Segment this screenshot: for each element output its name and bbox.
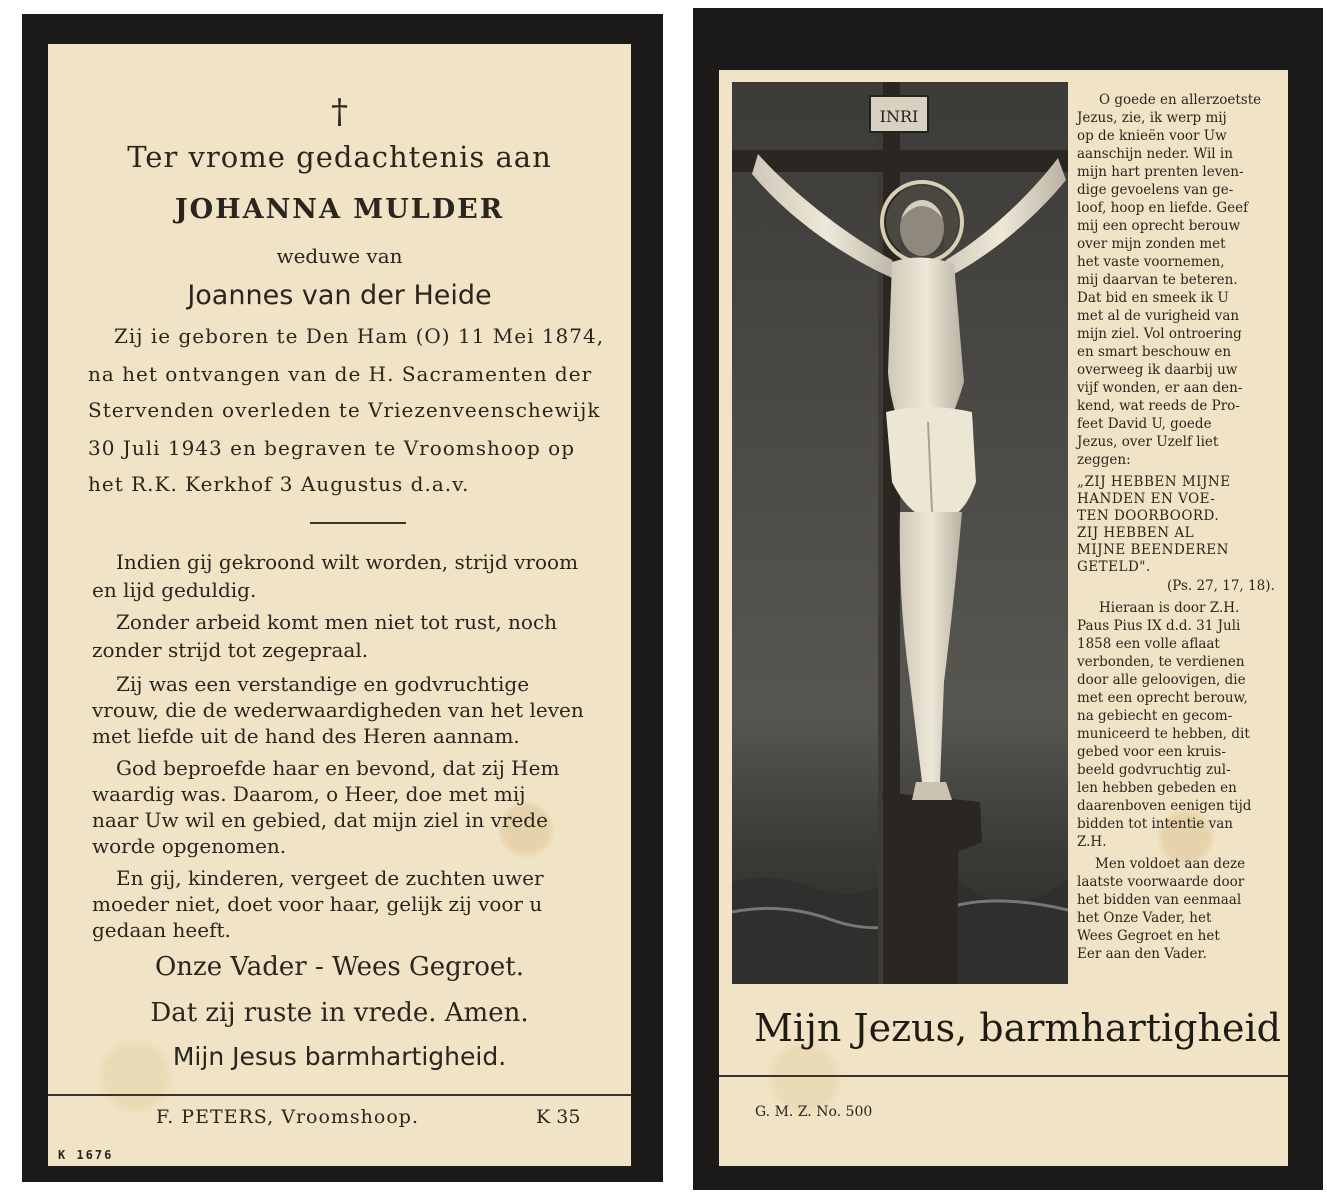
- scripture-quote-line: HANDEN EN VOE-: [1077, 491, 1216, 507]
- prayer-line: en smart beschouw en: [1077, 344, 1232, 360]
- condition-line: Eer aan den Vader.: [1077, 946, 1207, 962]
- catalog-number: K 1676: [58, 1148, 114, 1162]
- verse-line: waardig was. Daarom, o Heer, doe met mij: [92, 782, 526, 806]
- prayer-line: met al de vurigheid van: [1077, 308, 1240, 324]
- widow-of-label: weduwe van: [276, 244, 403, 268]
- indulgence-line: municeerd te hebben, dit: [1077, 726, 1250, 742]
- verse-line: en lijd geduldig.: [92, 578, 257, 602]
- scripture-quote-line: ZIJ HEBBEN AL: [1077, 525, 1195, 541]
- indulgence-line: 1858 een volle aflaat: [1077, 636, 1220, 652]
- verse-line: zonder strijd tot zegepraal.: [92, 638, 369, 662]
- indulgence-line: bidden tot intentie van: [1077, 816, 1234, 832]
- bio-line: na het ontvangen van de H. Sacramenten der: [88, 362, 593, 386]
- footer-divider: [48, 1094, 631, 1096]
- card-paper: [719, 70, 1288, 1166]
- indulgence-line: beeld godvruchtig zul-: [1077, 762, 1231, 778]
- prayer-line: aanschijn neder. Wil in: [1077, 146, 1233, 162]
- card-title: Mijn Jezus, barmhartigheid: [754, 1006, 1281, 1050]
- prayer-line: Jezus, over Uzelf liet: [1077, 434, 1219, 450]
- prayer-line: op de knieën voor Uw: [1077, 128, 1227, 144]
- prayer-line: mijn ziel. Vol ontroering: [1077, 326, 1242, 342]
- indulgence-line: door alle geloovigen, die: [1077, 672, 1246, 688]
- condition-line: laatste voorwaarde door: [1077, 874, 1245, 890]
- scripture-reference: (Ps. 27, 17, 18).: [1167, 578, 1275, 594]
- heading: Ter vrome gedachtenis aan: [127, 140, 552, 174]
- printer-name: F. PETERS, Vroomshoop.: [156, 1106, 419, 1128]
- divider: [310, 522, 406, 524]
- verse-line: worde opgenomen.: [92, 834, 287, 858]
- inri-text: INRI: [879, 107, 919, 126]
- closing-line: Dat zij ruste in vrede. Amen.: [150, 998, 529, 1028]
- condition-line: Men voldoet aan deze: [1095, 856, 1246, 872]
- cross-icon: †: [331, 92, 348, 132]
- printer-code: K 35: [536, 1106, 581, 1128]
- prayer-line: Dat bid en smeek ik U: [1077, 290, 1229, 306]
- indulgence-line: met een oprecht berouw,: [1077, 690, 1248, 706]
- indulgence-line: Paus Pius IX d.d. 31 Juli: [1077, 618, 1241, 634]
- condition-line: het bidden van eenmaal: [1077, 892, 1242, 908]
- verse-line: Zij was een verstandige en godvruchtige: [116, 672, 530, 696]
- scripture-quote-line: TEN DOORBOORD.: [1077, 508, 1220, 524]
- prayer-line: feet David U, goede: [1077, 416, 1212, 432]
- prayer-line: loof, hoop en liefde. Geef: [1077, 200, 1249, 216]
- scripture-quote-line: „ZIJ HEBBEN MIJNE: [1077, 474, 1231, 490]
- prayer-line: Jezus, zie, ik werp mij: [1077, 110, 1227, 126]
- memorial-card-back: [693, 8, 1323, 1190]
- prayer-line: dige gevoelens van ge-: [1077, 182, 1234, 198]
- prayer-line: O goede en allerzoetste: [1099, 92, 1262, 108]
- indulgence-line: len hebben gebeden en: [1077, 780, 1237, 796]
- verse-line: vrouw, die de wederwaardigheden van het leven: [92, 698, 584, 722]
- publisher-code: G. M. Z. No. 500: [755, 1104, 873, 1120]
- prayer-line: mijn hart prenten leven-: [1077, 164, 1244, 180]
- bio-line: het R.K. Kerkhof 3 Augustus d.a.v.: [88, 472, 470, 496]
- indulgence-line: Z.H.: [1077, 834, 1107, 850]
- memorial-card-front: [22, 14, 663, 1182]
- verse-line: God beproefde haar en bevond, dat zij Hem: [116, 756, 560, 780]
- verse-line: naar Uw wil en gebied, dat mijn ziel in vrede: [92, 808, 548, 832]
- husband-name: Joannes van der Heide: [187, 280, 492, 311]
- indulgence-line: daarenboven eenigen tijd: [1077, 798, 1252, 814]
- prayer-line: overweeg ik daarbij uw: [1077, 362, 1238, 378]
- crucifix-image: [732, 82, 1068, 984]
- card-paper: [48, 44, 631, 1166]
- indulgence-line: verbonden, te verdienen: [1077, 654, 1245, 670]
- prayer-line: het vaste voornemen,: [1077, 254, 1225, 270]
- prayer-line: zeggen:: [1077, 452, 1131, 468]
- verse-line: moeder niet, doet voor haar, gelijk zij voor u: [92, 892, 543, 916]
- verse-line: Zonder arbeid komt men niet tot rust, noch: [116, 610, 558, 634]
- indulgence-line: Hieraan is door Z.H.: [1099, 600, 1240, 616]
- footer-divider: [719, 1075, 1288, 1077]
- bio-line: 30 Juli 1943 en begraven te Vroomshoop op: [88, 436, 575, 460]
- prayer-line: kend, wat reeds de Pro-: [1077, 398, 1240, 414]
- scripture-quote-line: MIJNE BEENDEREN: [1077, 542, 1229, 558]
- bio-line: Stervenden overleden te Vriezenveenschewijk: [88, 398, 601, 422]
- condition-line: Wees Gegroet en het: [1077, 928, 1220, 944]
- prayer-line: over mijn zonden met: [1077, 236, 1226, 252]
- condition-line: het Onze Vader, het: [1077, 910, 1212, 926]
- prayer-line: vijf wonden, er aan den-: [1077, 380, 1243, 396]
- closing-line: Mijn Jesus barmhartigheid.: [172, 1042, 507, 1071]
- verse-line: met liefde uit de hand des Heren aannam.: [92, 724, 520, 748]
- verse-line: Indien gij gekroond wilt worden, strijd vroom: [116, 550, 579, 574]
- indulgence-line: gebed voor een kruis-: [1077, 744, 1226, 760]
- prayer-line: mij daarvan te beteren.: [1077, 272, 1238, 288]
- verse-line: En gij, kinderen, vergeet de zuchten uwer: [116, 866, 544, 890]
- closing-line: Onze Vader - Wees Gegroet.: [154, 952, 525, 982]
- indulgence-line: na gebiecht en gecom-: [1077, 708, 1233, 724]
- bio-line: Zij ie geboren te Den Ham (O) 11 Mei 1874,: [114, 324, 605, 348]
- deceased-name: JOHANNA MULDER: [174, 194, 505, 225]
- prayer-line: mij een oprecht berouw: [1077, 218, 1241, 234]
- scripture-quote-line: GETELD".: [1077, 559, 1151, 575]
- verse-line: gedaan heeft.: [92, 918, 231, 942]
